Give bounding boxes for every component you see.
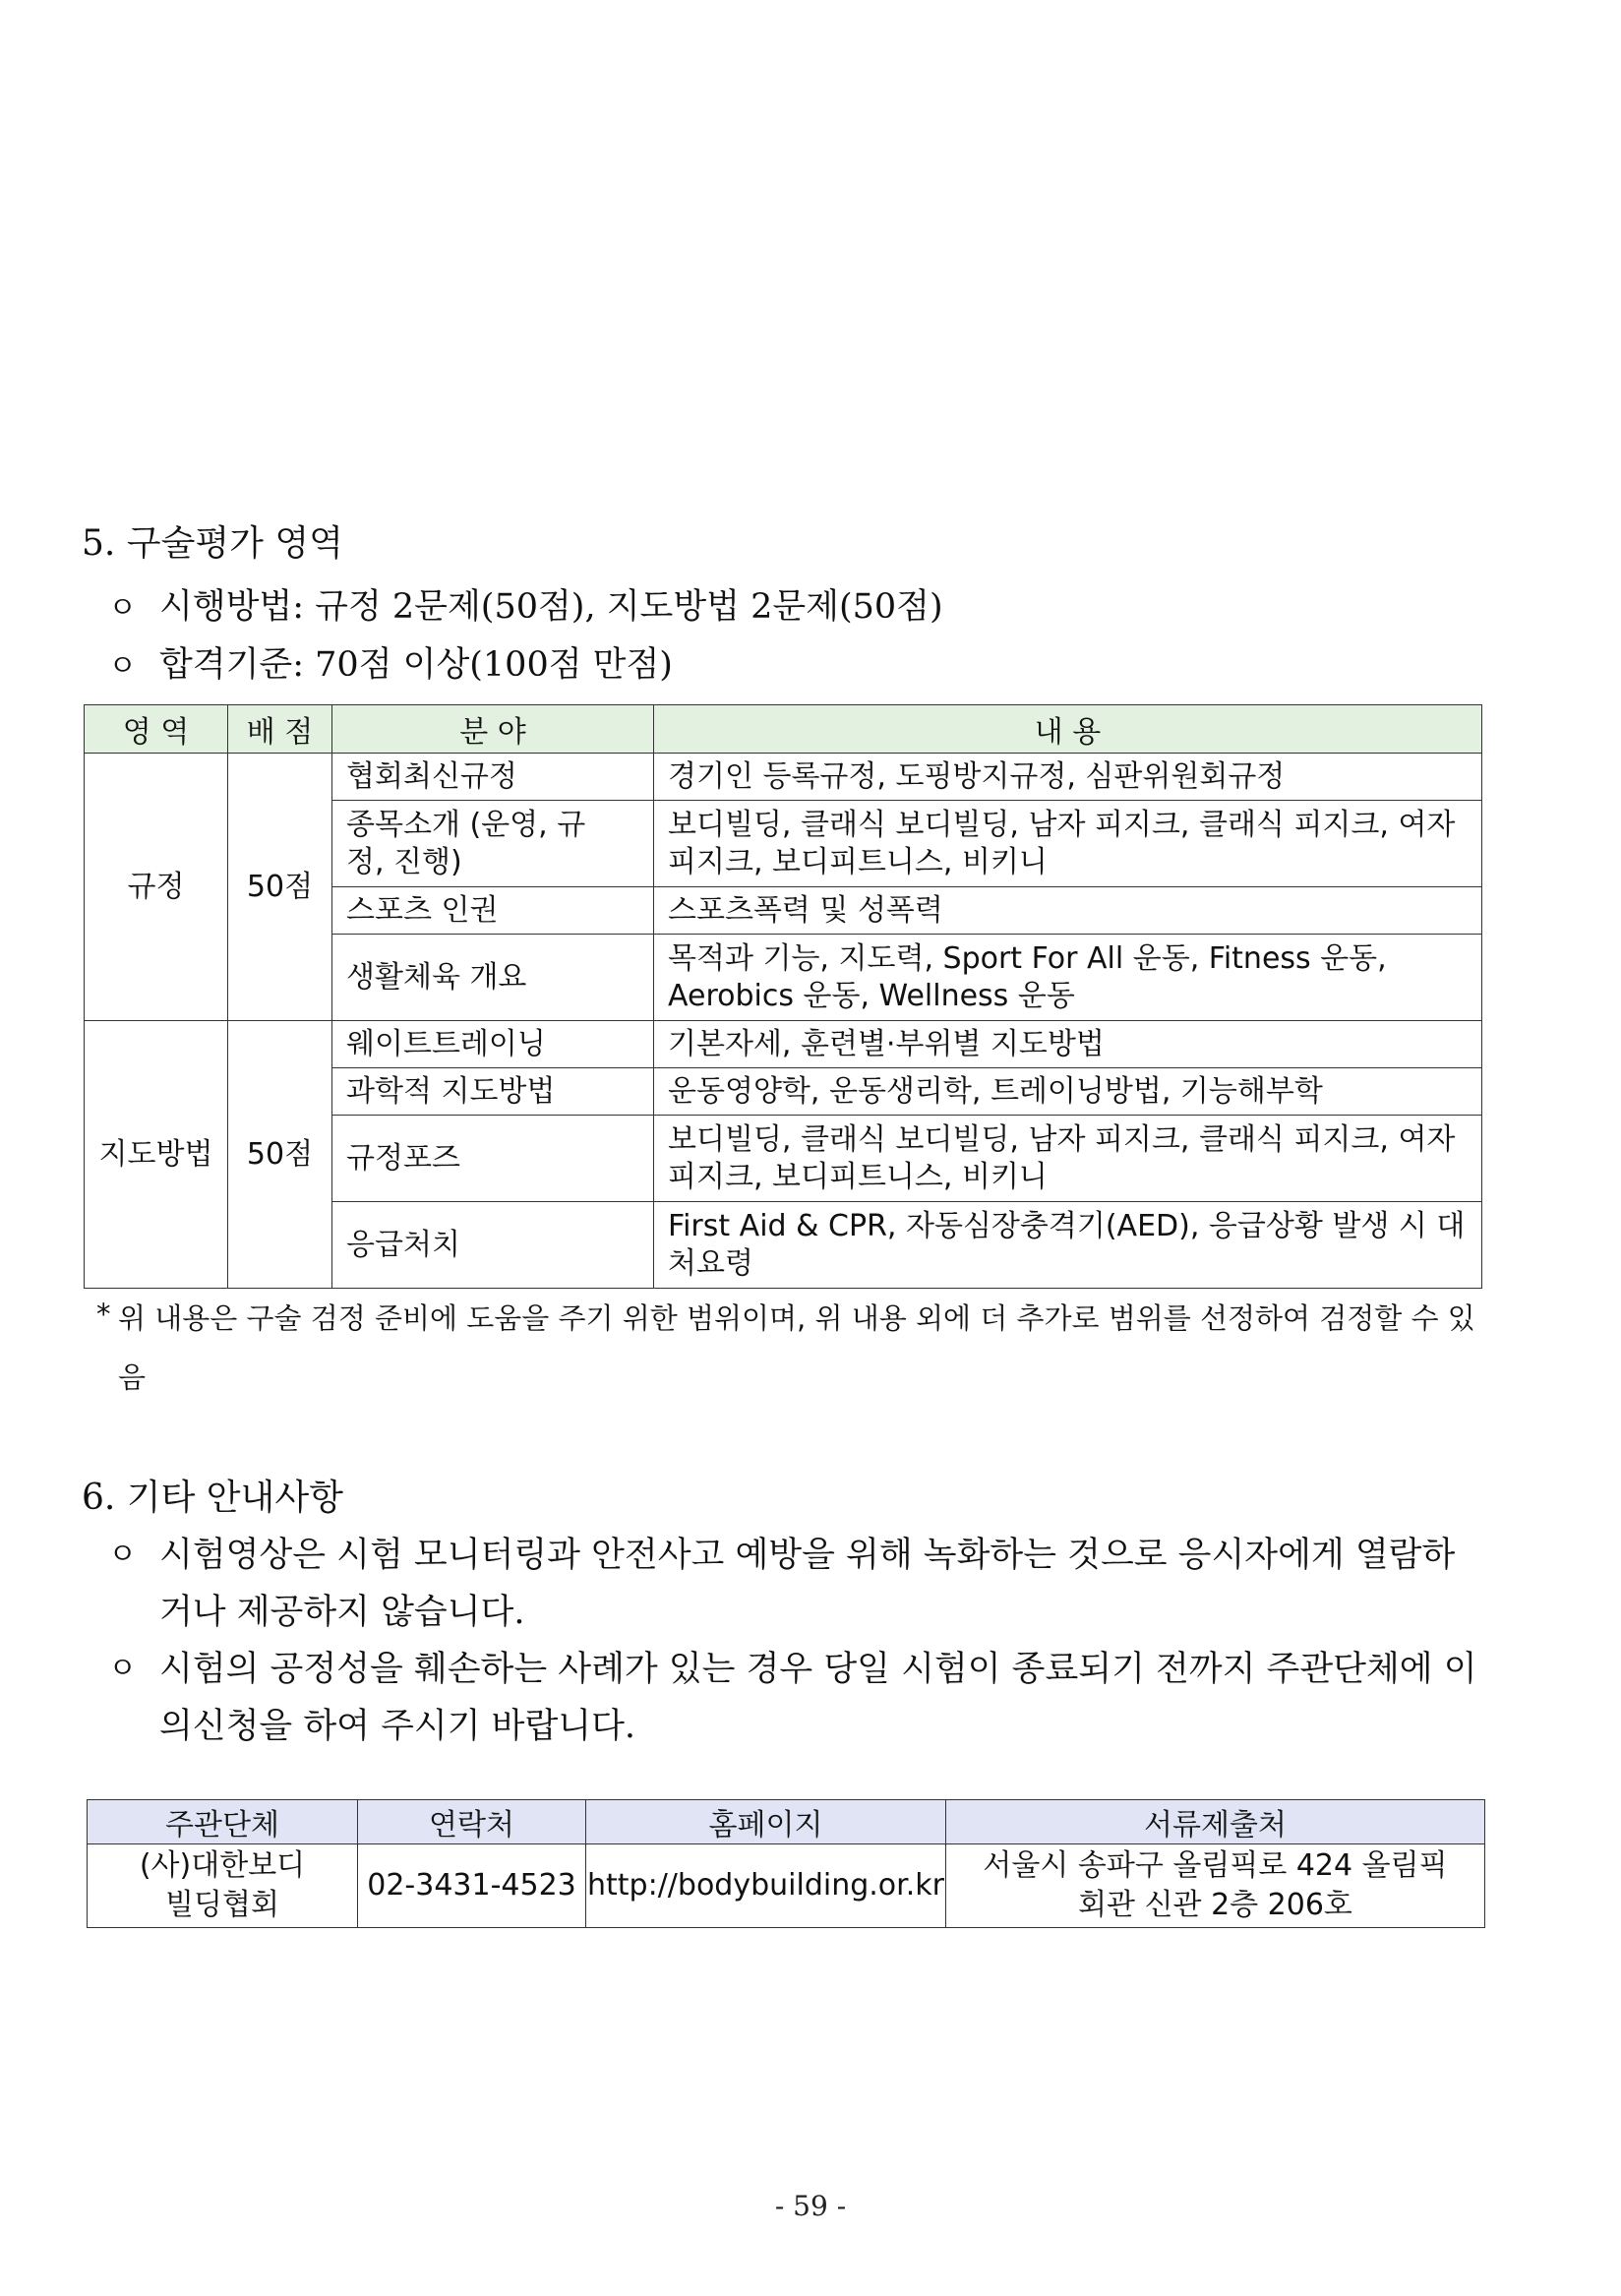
bullet-mark: ㅇ (108, 1652, 137, 1686)
field-cell: 과학적 지도방법 (332, 1068, 654, 1116)
table-header-row (85, 705, 1482, 754)
organizer-info-table (87, 1799, 1485, 1928)
content-cell: 보디빌딩, 클래식 보디빌딩, 남자 피지크, 클래식 피지크, 여자 피지크, 보디피트니스, 비키니 (654, 1116, 1482, 1202)
table-footnote (96, 1289, 1493, 1407)
content-cell: 운동영양학, 운동생리학, 트레이닝방법, 기능해부학 (654, 1068, 1482, 1116)
method-text: 시행방법: 규정 2문제(50점), 지도방법 2문제(50점) (159, 587, 943, 627)
content-cell: 스포츠폭력 및 성폭력 (654, 887, 1482, 935)
evaluation-table (84, 704, 1482, 1289)
bullet-mark: ㅇ (108, 591, 137, 626)
field-cell: 종목소개 (운영, 규정, 진행) (332, 801, 654, 887)
area-cell-regulation: 규정 (85, 754, 228, 1021)
field-cell: 협회최신규정 (332, 754, 654, 801)
header-content: 내 용 (654, 705, 1482, 754)
content-cell: First Aid & CPR, 자동심장충격기(AED), 응급상황 발생 시 대처요령 (654, 1202, 1482, 1289)
notice-item (108, 1527, 1485, 1641)
notice-text: 시험영상은 시험 모니터링과 안전사고 예방을 위해 녹화하는 것으로 응시자에게 열람하거나 제공하지 않습니다. (159, 1536, 1456, 1632)
criteria-bullet (108, 636, 673, 695)
notice-text: 시험의 공정성을 훼손하는 사례가 있는 경우 당일 시험이 종료되기 전까지 주관단체에 이의신청을 하여 주시기 바랍니다. (159, 1650, 1477, 1746)
page-number: - 59 - (774, 2190, 847, 2222)
field-cell: 스포츠 인권 (332, 887, 654, 935)
field-cell: 웨이트트레이닝 (332, 1021, 654, 1068)
content-cell: 기본자세, 훈련별·부위별 지도방법 (654, 1021, 1482, 1068)
section-6-title: 6. 기타 안내사항 (82, 1478, 343, 1518)
submission-address: 서울시 송파구 올림픽로 424 올림픽회관 신관 2층 206호 (946, 1844, 1485, 1928)
header-score: 배 점 (228, 705, 332, 754)
homepage-link[interactable]: http://bodybuilding.or.kr (586, 1844, 946, 1928)
area-cell-coaching: 지도방법 (85, 1021, 228, 1289)
content-cell: 목적과 기능, 지도력, Sport For All 운동, Fitness 운동, Aerobics 운동, Wellness 운동 (654, 935, 1482, 1021)
organizer-name: (사)대한보디 빌딩협회 (88, 1844, 358, 1928)
notice-item (108, 1641, 1485, 1755)
field-cell: 생활체육 개요 (332, 935, 654, 1021)
content-cell: 경기인 등록규정, 도핑방지규정, 심판위원회규정 (654, 754, 1482, 801)
table-header-row (88, 1800, 1485, 1844)
bullet-mark: ㅇ (108, 649, 137, 684)
header-field: 분 야 (332, 705, 654, 754)
content-cell: 보디빌딩, 클래식 보디빌딩, 남자 피지크, 클래식 피지크, 여자 피지크, 보디피트니스, 비키니 (654, 801, 1482, 887)
bullet-mark: ㅇ (108, 1538, 137, 1572)
contact-phone: 02-3431-4523 (358, 1844, 586, 1928)
footnote-text: 위 내용은 구술 검정 준비에 도움을 주기 위한 범위이며, 위 내용 외에 더 추가로 범위를 선정하여 검정할 수 있음 (118, 1301, 1475, 1394)
table-row (85, 754, 1482, 801)
score-cell-coaching: 50점 (228, 1021, 332, 1289)
header-area: 영 역 (85, 705, 228, 754)
criteria-text: 합격기준: 70점 이상(100점 만점) (159, 645, 673, 685)
table-row (85, 1021, 1482, 1068)
header-submission: 서류제출처 (946, 1800, 1485, 1844)
section-5-title: 5. 구술평가 영역 (82, 523, 343, 564)
footnote-star: * (96, 1298, 111, 1331)
table-row (88, 1844, 1485, 1928)
header-organizer: 주관단체 (88, 1800, 358, 1844)
field-cell: 응급처치 (332, 1202, 654, 1289)
score-cell-regulation: 50점 (228, 754, 332, 1021)
field-cell: 규정포즈 (332, 1116, 654, 1202)
method-bullet (108, 578, 943, 637)
header-homepage: 홈페이지 (586, 1800, 946, 1844)
header-contact: 연락처 (358, 1800, 586, 1844)
